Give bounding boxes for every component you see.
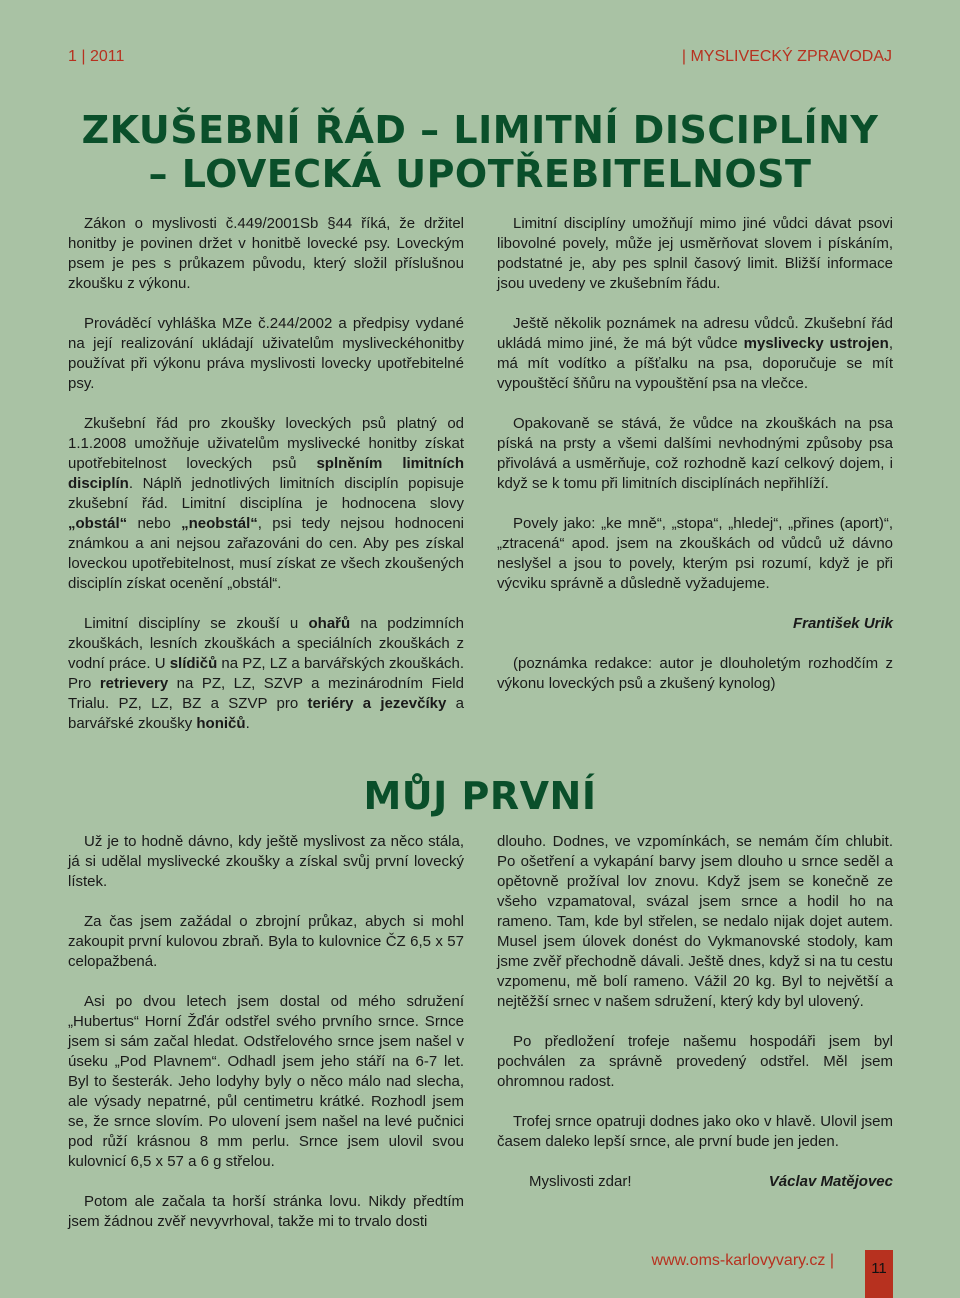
paragraph: Prováděcí vyhláška MZe č.244/2002 a předpisy vydané na její realizování ukládají uživatelům mysliveckéhonitby používat při výkonu práva myslivosti lovecky upotřebitelné psy. xyxy=(68,315,464,392)
paragraph: Už je to hodně dávno, kdy ještě myslivost za něco stála, já si udělal myslivecké zkoušky a získal svůj první lovecký lístek. xyxy=(68,833,464,890)
article1-author: František Urik xyxy=(792,615,893,632)
signature-line xyxy=(497,1172,893,1192)
article2-title: MŮJ PRVNÍ xyxy=(363,774,597,818)
paragraph: Trofej srnce opatruji dodnes jako oko v hlavě. Ulovil jsem časem daleko lepší srnce, ale první bude jen jeden. xyxy=(497,1113,893,1150)
paragraph: Limitní disciplíny se zkouší u ohařů na podzimních zkouškách, lesních zkouškách a speciálních zkouškách z vodní práce. U slídičů na PZ, LZ a barvářských zkouškách. Pro retrievery na PZ, LZ, SZVP a mezinárodním Field Trialu. PZ, LZ, BZ a SZVP pro teriéry a jezevčíky a barvářské zkoušky honičů. xyxy=(68,615,465,732)
paragraph: Opakovaně se stává, že vůdce na zkouškách na psa píská na prsty a všemi dalšími nevhodnými způsoby psa přivolává a usměrňuje, což rozhodně kazí celkový dojem, i když se k tomu při limitních disciplínách nepřihlíží. xyxy=(497,415,893,492)
paragraph: Zákon o myslivosti č.449/2001Sb §44 říká, že držitel honitby je povinen držet v honitbě lovecké psy. Loveckým psem je pes s průkazem původu, který složil příslušnou zkoušku z výkonu. xyxy=(68,215,464,292)
magazine-name: | MYSLIVECKÝ ZPRAVODAJ xyxy=(681,48,892,65)
paragraph: Po předložení trofeje našemu hospodáři jsem byl pochválen za správně provedený odstřel. Měl jsem ohromnou radost. xyxy=(497,1033,893,1090)
article1-title-line2: – LOVECKÁ UPOTŘEBITELNOST xyxy=(148,152,812,196)
paragraph: Ještě několik poznámek na adresu vůdců. Zkušební řád ukládá mimo jiné, že má být vůdce myslivecky ustrojen, má mít vodítko a píšťalku na psa, doporučuje se mít vypouštěcí šňůru na vypouštění psa na vlečce. xyxy=(497,315,893,392)
article1-title-line1: ZKUŠEBNÍ ŘÁD – LIMITNÍ DISCIPLÍNY xyxy=(81,108,879,152)
paragraph: Povely jako: „ke mně“, „stopa“, „hledej“, „přines (aport)“, „ztracená“ apod. jsem na zkouškách od vůdců už dávno neslyšel a jsou to povely, kterým psi rozumí, když je při výcviku správně a důsledně vyžadujeme. xyxy=(497,515,893,592)
article2-author: Václav Matějovec xyxy=(768,1173,893,1190)
page-number: 11 xyxy=(865,1250,893,1298)
paragraph: dlouho. Dodnes, ve vzpomínkách, se nemám čím chlubit. Po ošetření a vykapání barvy jsem dlouho u srnce seděl a opětovně prožíval lov znovu. Když jsem se konečně ze všeho vzpamatoval, svázal jsem srnce a hodil ho na rameno. Tam, kde byl střelen, se nedalo nijak dojet autem. Musel jsem úlovek donést do Vykmanovské stodoly, kam jsme zvěř přechodně dávali. Ještě dnes, když si na tu cestu vzpomenu, mě bolí rameno. Vážil 20 kg. Byl to největší a nejtěžší srnec v našem sdružení, který kdy byl ulovený. xyxy=(497,833,893,1010)
article1-column2 xyxy=(497,214,893,714)
paragraph: Za čas jsem zažádal o zbrojní průkaz, abych si mohl zakoupit první kulovou zbraň. Byla to kulovnice ČZ 6,5 x 57 celopažbená. xyxy=(68,913,464,970)
article1-column1 xyxy=(68,214,464,754)
paragraph: Asi po dvou letech jsem dostal od mého sdružení „Hubertus“ Horní Žďár odstřel svého prvního srnce. Srnce jsem si sám začal hledat. Odstřelového srnce jsem našel v úseku „Pod Plavnem“. Odhadl jsem jeho stáří na 6-7 let. Byl to šesterák. Jeho lodyhy byly o něco málo nad slecha, ale výsady nepatrné, půl centimetru krátké. Rozhodl jsem se, že srnce slovím. Po ulovení jsem našel na levé pučnici pod růží krásnou 8 mm perlu. Srnce jsem ulovil svou kulovnicí 6,5 x 57 a 6 g střelou. xyxy=(68,993,464,1170)
greeting: Myslivosti zdar! xyxy=(529,1173,632,1190)
article2-column2 xyxy=(497,832,893,1212)
paragraph: Limitní disciplíny umožňují mimo jiné vůdci dávat psovi libovolné povely, může jej usměrňovat slovem i pískáním, podstatné je, aby pes splnil časový limit. Bližší informace jsou uvedeny ve zkušebním řádu. xyxy=(497,215,893,292)
paragraph: Zkušební řád pro zkoušky loveckých psů platný od 1.1.2008 umožňuje uživatelům myslivecké honitby získat upotřebitelnost loveckých psů splněním limitních disciplín. Náplň jednotlivých limitních disciplín popisuje zkušební řád. Limitní disciplína je hodnocena slovy „obstál“ nebo „neobstál“, psi tedy nejsou hodnoceni známkou a ani nejsou zařazováni do cen. Aby pes získal loveckou upotřebitelnost, musí získat ze všech zkoušených disciplín získat ocenění „obstál“. xyxy=(68,415,464,592)
issue-number: 1 | 2011 xyxy=(68,48,125,65)
article1-title xyxy=(0,108,960,196)
editor-note: (poznámka redakce: autor je dlouholetým rozhodčím z výkonu loveckých psů a zkušený kynolog) xyxy=(497,655,893,692)
paragraph: Potom ale začala ta horší stránka lovu. Nikdy předtím jsem žádnou zvěř nevyvrhoval, takže mi to trvalo dosti xyxy=(68,1193,464,1230)
website-link[interactable]: www.oms-karlovyvary.cz | xyxy=(651,1252,834,1269)
article2-column1 xyxy=(68,832,464,1252)
